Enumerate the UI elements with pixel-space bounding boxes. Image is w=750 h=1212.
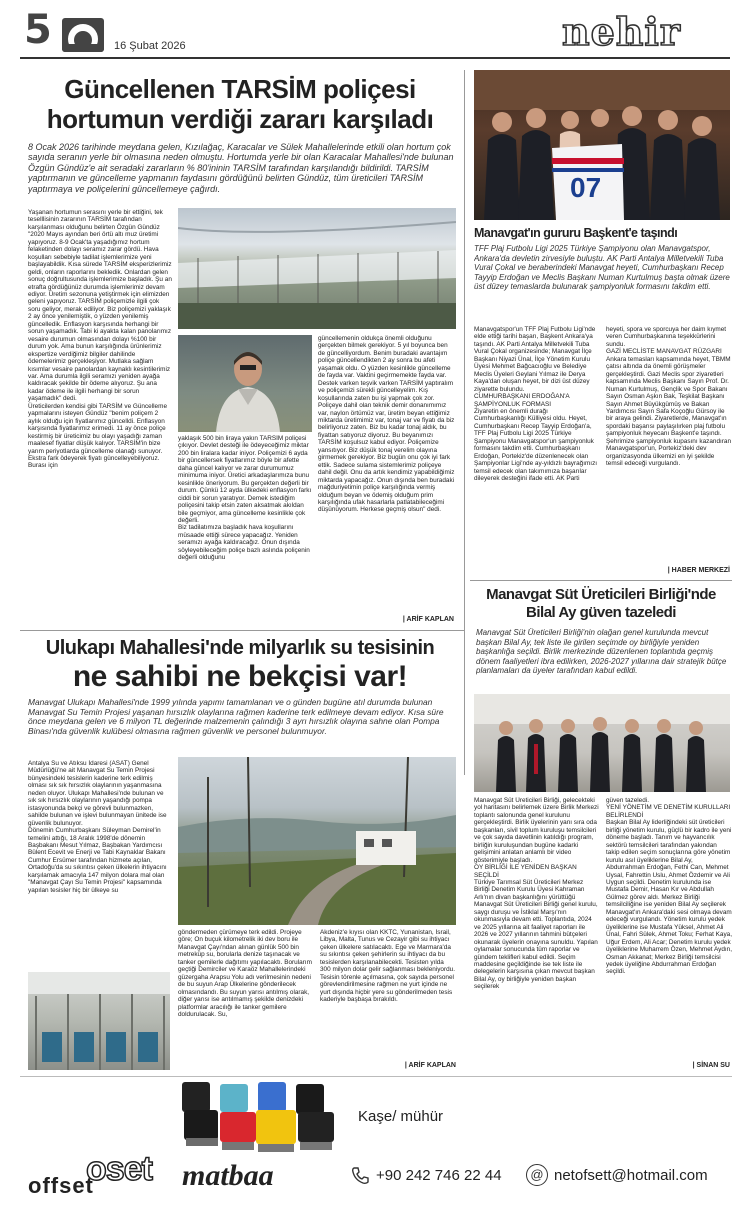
header-emblem	[62, 18, 104, 52]
body-column: güven tazeledi. YENİ YÖNETİM VE DENETİM KURULLARI BELİRLENDİ Başkan Bilal Ay liderliğindeki süt üreticileri birliği yönetim kurulu, güçlü bir kadro ile yeni döneme başladı. Tanım ve hayvancılık sektörü temsilcileri tarafından yakından takip edilen seçim sonuçlarına göre yönetim kurulu asıl üyeliklerine Bilal Ay, Abdurrahman Erdoğan, Fethi Can, Mehmet Uysal, Fahrettin Uslu, Ahmet Özdemir ve Ali Uygun seçildi. Denetim kurulunda ise Mustafa Demir, Hasan Kır ve Abdullah Gülmez görev aldı. Merkez Birliği temsilciliğine ise yeniden Bilal Ay seçilerek Manavgat'ın Ankara'daki sesi olmaya devam edeceği vurgulandı. Yönetim kurulu yedek üyeliklerine ise Mustafa Yüksel, Ahmet Ali Ünal, Fahri Sülek, Ahmet Toku; Ferhat Kaya, Uğur Erdem, Ali Acar; Denetim kurulu yedek üyeliklerine Muharrem Özen, Mehmet Aydın, Osman Akkanat; Merkez Birliği temsilcisi yedek üyeliğine Abdurrahman Erdoğan seçildi.	[606, 797, 732, 976]
pump-station-photo	[28, 972, 170, 1070]
brand-logo	[26, 1150, 196, 1202]
headline-line: Manavgat Süt Üreticileri Birliği'nde	[486, 586, 716, 603]
body-column: yaklaşık 500 bin liraya yakın TARSİM poliçesi çıkıyor. Devlet desteği ile ödeyeceğimiz miktar 200 bin liralara kadar iniyor. Poliçemizi 6 ayda bir güncellersek fiyatlarımız böyle bir afette daha güncel kalıyor ve zarar durumumuz minimuma iniyor. Üretici arkadaşlarımıza bunu kesinlikle öneriyorum. Bu gerçekten değerli bir durum. Çünkü 12 ayda ülkedeki enflasyon farkı ciddi bir sorun yaratıyor. Demek istediğim poliçesini takip etsin zaten aksatmak akıldan bile geçmiyor, ama güncelleme kesinlikle çok değerli. Biz tadilatımıza başladık hava koşullarını müsaade ettiği sürece yapacağız. Yeniden seramızı ayağa kaldıracağız. Onun dışında söyleyebileceğim poliçe bazlı aslında poliçenin değerli olduğunu	[178, 435, 312, 562]
headline-line: hortumun verdiği zararı karşıladı	[46, 104, 434, 134]
ad-phone[interactable]: +90 242 746 22 44	[376, 1167, 502, 1184]
facility-landscape-photo	[178, 757, 456, 925]
ad-product-label: Kaşe/ mühür	[358, 1108, 444, 1125]
brand-logo-top: oset	[86, 1150, 152, 1188]
body-column: güncellemenin oldukça önemli olduğunu gerçekten bilmek gerekiyor. 5 yıl boyunca ben de güncelliyordum. Benim buradaki avantajım poliçe güncellendikten 2 ay sonra bu afeti yaşamak oldu. O yüzden kesinlikle güncelleme de fayda var. Vaktini geçirmemekte fayda var. Destek varken teşvik varken TARSİM yaptıralım ve poliçemizi sürekli güncelleyelim. Kış koşullarında zaten bu işi yapmak çok zor. Poliçeye dahil olan teknik demir donanımımız var, naylon örtümüz var, üretim beyan ettiğimiz miktarda üretimimiz var, tonaj var ve fiyatı da biz belirliyoruz zaten. Biz bu kadar tonaj aldık, bu fiyattan satıyoruz diyoruz. Bu beyanımızı TARSİM koşulsuz kabul ediyor. Poliçemize yansıtıyor. Biz düşük tonaj verelim olayına girmemek gerekiyor. Biz bugün onu çok iyi fark ettik. Sadece sulama sistemlerimiz poliçeye dahil değil. Onu da artık kendimiz yapabildiğimiz miktarda yapacağız. Onun dışında ben buradaki mağduriyetimin poliçe karşılığında vermiş olduğum beyan ve ödemiş olduğum prim karşılığında ufak hasarlarla patlatabileceğimi düşünüyorum. Herkese geçmiş olsun" dedi.	[318, 335, 455, 514]
headline-tarsim	[20, 74, 460, 134]
union-board-photo	[474, 694, 730, 792]
section-rule	[470, 580, 732, 581]
headline-line: Güncellenen TARSİM poliçesi	[64, 74, 416, 104]
article-credit: | ARİF KAPLAN	[404, 1062, 456, 1069]
greenhouse-photo	[178, 208, 456, 329]
farmer-portrait	[178, 335, 312, 432]
article-credit: | SİNAN SU	[692, 1062, 730, 1069]
ankara-visit-photo	[474, 70, 730, 220]
page-header	[0, 0, 750, 62]
lead-ulukapi: Manavgat Ulukapı Mahallesi'nde 1999 yılında yapımı tamamlanan ve o günden bugüne atıl durumda bulunan Manavgat Su Temin Projesi yaşanan hırsızlık olaylarına rağmen kaderine terk edilmeye devam ediyor. Kısa süre önce meydana gelen ve 6 milyon TL değerinde malzemenin çalındığı 3 ayrı hırsızlık olayına sahne olan Pompa Binası'nda güvenlik kulübesi olmasına rağmen güvenlik ve personel bulunmuyor.	[28, 698, 444, 737]
headline-manavgatspor: Manavgat'ın gururu Başkent'e taşındı	[474, 226, 678, 240]
email-icon: @	[526, 1164, 548, 1186]
stamps-illustration	[180, 1080, 346, 1162]
lead-sut-ureticileri: Manavgat Süt Üreticileri Birliği'nin olağan genel kurulunda mevcut başkan Bilal Ay, tek liste ile girilen seçimde oy birliğiyle yeniden başkanlığa seçildi. Birlik merkezinde düzenlenen toplantıda geçmiş dönem faaliyetleri ibra edilirken, 2026-2027 yıllarına dair stratejik bütçe planlamaları da üyeler tarafından kabul edildi.	[476, 628, 727, 675]
body-column: Akdeniz'e kıyısı olan KKTC, Yunanistan, İsrail, Libya, Malta, Tunus ve Cezayir gibi su ihtiyacı çeken ülkelere satılacaktı. Ege ve Marmara'da su sıkıntısı çeken şehirlerin su ihtiyacı da bu tesislerden karşılanabilecekti. Tesisten yılda 300 milyon dolar gelir sağlanması bekleniyordu. Tesisin törenle açılmasına, çok sayıda personel görevlendirilmesine rağmen ne yurt içinde ne yurt dışında hiçbir yere su gönderilmeden tesis kaderiyle başbaşa bırakıldı.	[320, 929, 455, 1004]
ad-banner	[20, 1076, 732, 1208]
page-number: 5	[24, 7, 52, 53]
body-column: Manavgat Süt Üreticileri Birliği, gelecekteki yol haritasını belirlemek üzere Birlik Merkezi toplantı salonunda genel kurulunu gerçekleştirdi. Birlik üyelerinin yanı sıra oda başkanları, sivil toplum kuruluşu temsilcileri ve çok sayıda davetlinin katıldığı program, birliğin kuruluşundan bugüne kadarki gelişimini anlatan anlamlı bir video gösterimiyle başladı. OY BİRLİĞİ İLE YENİDEN BAŞKAN SEÇİLDİ Türkiye Tarımsal Süt Üreticileri Merkez Birliği Denetim Kurulu Üyesi Kahraman Arlı'nın divan başkanlığını yürüttüğü Manavgat Süt Üreticileri Birliği genel kurulu, saygı duruşu ve İstiklal Marşı'nın okunmasıyla devam etti. Toplantıda, 2024 ve 2025 yıllarına ait faaliyet raporları ile 2026 ve 2027 yıllarının tahmini bütçeleri okunarak üyelerin onayına sunuldu. Yapılan oylamalar sonucunda tüm raporlar ve gündem teklifleri kabul edildi. Seçim maddesine geçildiğinde ise tek liste ile delegelerin karşısına çıkan mevcut başkan Bilal Ay, oy birliğiyle yeniden başkan seçilerek	[474, 797, 599, 991]
body-column: göndermeden çürümeye terk edildi. Projeye göre; On buçuk kilometrelik iki dev boru ile Manavgat Çayı'ndan alınan günlük 500 bin metreküp su, borularla denize taşınacak ve tanker gemilerle dağıtımı yapılacaktı. Borularım geçtiği Demirciler ve Karaöz Mahallelerindeki güzergaha Arapsu Yolu adı verilmesinin nedeni de bu suyun Arap Ülkelerine gönderilecek olmasındandı. Bu suyun yarısı antılmış olarak, diğer yarısı ise antılmamış şekilde denizdeki platformlar aracılığı ile tanker gemilere doldurulacak. Su,	[178, 929, 312, 1018]
body-column: Manavgatspor'un TFF Plaj Futbolu Ligi'nde elde ettiği tarihi başarı, Başkent Ankara'ya taşındı. AK Parti Antalya Milletvekili Tuba Vural Çokal organizesinde; Manavgat İlçe Başkanı Niyazi Ünal, İlçe Yönetim Kurulu Üyesi Mehmet Bağcacıoğlu ve Belediye Meclis Üyeleri Geylani Yılmaz ile Derya Kaya'dan oluşan heyet, bir dizi üst düzey ziyarette bulundu. CUMHURBAŞKANI ERDOĞAN'A ŞAMPİYONLUK FORMASI Ziyaretin en önemli durağı Cumhurbaşkanlığı Külliyesi oldu. Heyet, Cumhurbaşkanı Recep Tayyip Erdoğan'a, TFF Plaj Futbolu Ligi 2025 Türkiye Şampiyonu Manavgatspor'un şampiyonluk formasını takdim etti. Cumhurbaşkanı Erdoğan, Portekiz'de düzenlenecek olan Şampiyonlar Ligi'nde ay-yıldızlı bayrağımızı temsil edecek olan takımımıza başarılar dileyerek desteğini ifade etti. AK Parti	[474, 326, 598, 483]
article-credit: | HABER MERKEZİ	[667, 567, 730, 574]
issue-date: 16 Şubat 2026	[114, 40, 186, 52]
section-rule	[20, 630, 464, 631]
article-credit: | ARİF KAPLAN	[402, 616, 454, 623]
ad-rule	[20, 1076, 732, 1077]
masthead-logo: nehir	[562, 9, 681, 54]
headline-sut-ureticileri	[470, 586, 732, 622]
body-column: Yaşanan hortumun serasını yerle bir ettiğini, tek teselllisinin zararının TARSİM tarafından karşılanması olduğunu belirten Özgün Gündüz "2020 Mayıs ayından beri örtü altı muz üretimi yapıyoruz. 8-9 Ocak'ta yaşadığımız hortum felaketinden dolayı seramız zarar gördü. Hava koşulları sebebiyle tadilat işlemlerimize yeni başlayabildik. Kısa sürede TARSİM eksperizlerimiz geldi, onların raporlarını bekledik. Onlardan gelen sonuç doğrultusunda işlemlerimize başladık. Şu an etrafta gördüğünüz durumda işlemlerimiz devam ediyor. Üretim sezonuna yetiştirmek için elimizden geleni yapıyoruz. TARSİM poliçemizle ilgili çok soru geliyor, merak ediliyor. Biz poliçemizi yaklaşık 2 ay önce yenilemiştik, o yüzden yenilemiş güncelledik. Enflasyon karşısında herhangi bir sorun yaşamadık. Tabi ki ayakta kalan panolarımız vesaire durumun olmasından dolayı %100 bir durum yok. Ama bunun karşılığında ürünlerimiz ekspertize verdiğimiz bilgiler dahilinde ödemelerimiz gerçekleşiyor. Mutlaka sağlam kısımlar vesaire panolardan kaynaklı kesintilerimiz var. Ama durumla ilgili seramızı yeniden ayağa kaldıracak şekilde bir ödeme alıyoruz. Şu ana kadar ödeme ile ilgili herhangi bir sorun yaşamadık" dedi. Üreticilerden kendisi gibi TARSİM ve Güncelleme yapmalarını isteyen Gündüz "benim poliçem 2 aylık olduğu için fiyatlarımız güncelldi. Enflasyon karşısında fiyatlarımız erimedi. 11 ay önce poliçe kestirmiş bir üreticimiz bu olayı yaşadığı zaman maalesef fiyatlar düşük kalıyor. TARSİM'in bize yarım periyotlarda güncelleme olanağı sunuyor. Ekstra fark ödeyerek fiyatı güncelleyebiliyoruz. Burası için	[28, 209, 172, 470]
lead-manavgatspor: TFF Plaj Futbolu Ligi 2025 Türkiye Şampiyonu olan Manavgatspor, Ankara'da devletin zirvesiyle buluştu. AK Parti Antalya Milletvekili Tuba Vural Çokal ve beraberindeki Manavgat heyeti, Cumhurbaşkanı Recep Tayyip Erdoğan ve Meclis Başkanı Numan Kurtulmuş başta olmak üzere üst düzey temaslarda bulunarak şampiyonluk formasını takdim etti.	[474, 244, 730, 291]
jersey-number: 07	[570, 172, 602, 203]
brand-logo-bottom: offset	[28, 1173, 94, 1198]
brand-name: matbaa	[182, 1159, 274, 1192]
body-column: Antalya Su ve Atıksu İdaresi (ASAT) Genel Müdürlüğü'ne ait Manavgat Su Temin Projesi bünyesindeki tesislerin kaderine terk edilmiş olması sık sık hırsızlık olaylarının yaşanmasına neden oluyor. Ulukapı Mahallesi'nde bulunan ve sık sık hırsızlık olaylarının yaşandığı pompa istasyonunda bekçi ve görevli bulunmazken, sahilde bulunan ve işlevi bulunmayan ünitede ise güvenlik bulunuyor. Dönemin Cumhurbaşkanı Süleyman Demirel'in temelini attığı, 18 Aralık 1998'de dönemin Başbakanı Mesut Yılmaz, Başbakan Yardımcısı Bülent Ecevit ve Enerji ve Tabi Kaynaklar Bakanı Cumhur Ersümer tarafından hizmete açılan, Ortadoğu'da su sıkıntısı çeken ülkelerin ihtiyacını karşılamak amacıyla 147 milyon dolara mal olan "Manavgat Çayı Su Temin Projesi" kapsamında yapılan tesisler hiç bir ülkeye su	[28, 760, 167, 894]
header-rule	[20, 57, 730, 59]
phone-icon	[350, 1166, 370, 1186]
lead-tarsim: 8 Ocak 2026 tarihinde meydana gelen, Kızılağaç, Karacalar ve Sülek Mahallelerinde etkili olan hortum çok sayıda seranın yerle bir olmasına neden olmuştu. Hortumda yerle bir olan Karacalar Mahallesi'nde bulunan Özgün Gündüz'e ait seradaki zararların % 80'ininin TARSİM tarafından karşılandığı bildirildi. TARSİM yaptırmanın ve güncelleme yapmanın faydasını gördüğünü belirten Gündüz, tüm üreticileri TARSİM yaptırmaya ve poliçelerini güncellemeye çağırdı.	[28, 142, 454, 194]
headline-line: ne sahibi ne bekçisi var!	[72, 660, 408, 693]
headline-line: Bilal Ay güven tazeledi	[526, 604, 676, 621]
headline-ulukapi	[20, 636, 460, 693]
body-column: heyeti, spora ve sporcuya her daim kıymet veren Cumhurbaşkanına teşekkürlerini sundu. GAZİ MECLİSTE MANAVGAT RÜZGARI Ankara temasları kapsamında heyet, TBMM çatısı altında da önemli görüşmeler gerçekleştirdi. Gazi Meclis spor ziyaretleri kapsamında Meclis Başkanı Sayın Prof. Dr. Numan Kurtulmuş, Gençlik ve Spor Bakanı Sayın Osman Aşkın Bak, Teşkilat Başkanı Sayın Ahmet Büyükgümüş ve Bakan Yardımcısı Sayın Safa Koçoğlu Gürsoy ile bir araya gelindi. Ziyaretlerde, Manavgat'ın spordaki başarısı paylaşılırken plaj futbolu şampiyonluk heyecanı Başkent'e taşındı. Şehrimize şampiyonluk kupasını kazandıran Manavgatspor'un, Portekiz'deki dev organizasyonda ülkemizi en iyi şekilde temsil edeceği vurgulandı.	[606, 326, 732, 468]
column-divider	[464, 70, 465, 775]
ad-email[interactable]: netofsett@hotmail.com	[554, 1167, 708, 1184]
headline-line: Ulukapı Mahallesi'nde milyarlık su tesisinin	[45, 637, 435, 659]
